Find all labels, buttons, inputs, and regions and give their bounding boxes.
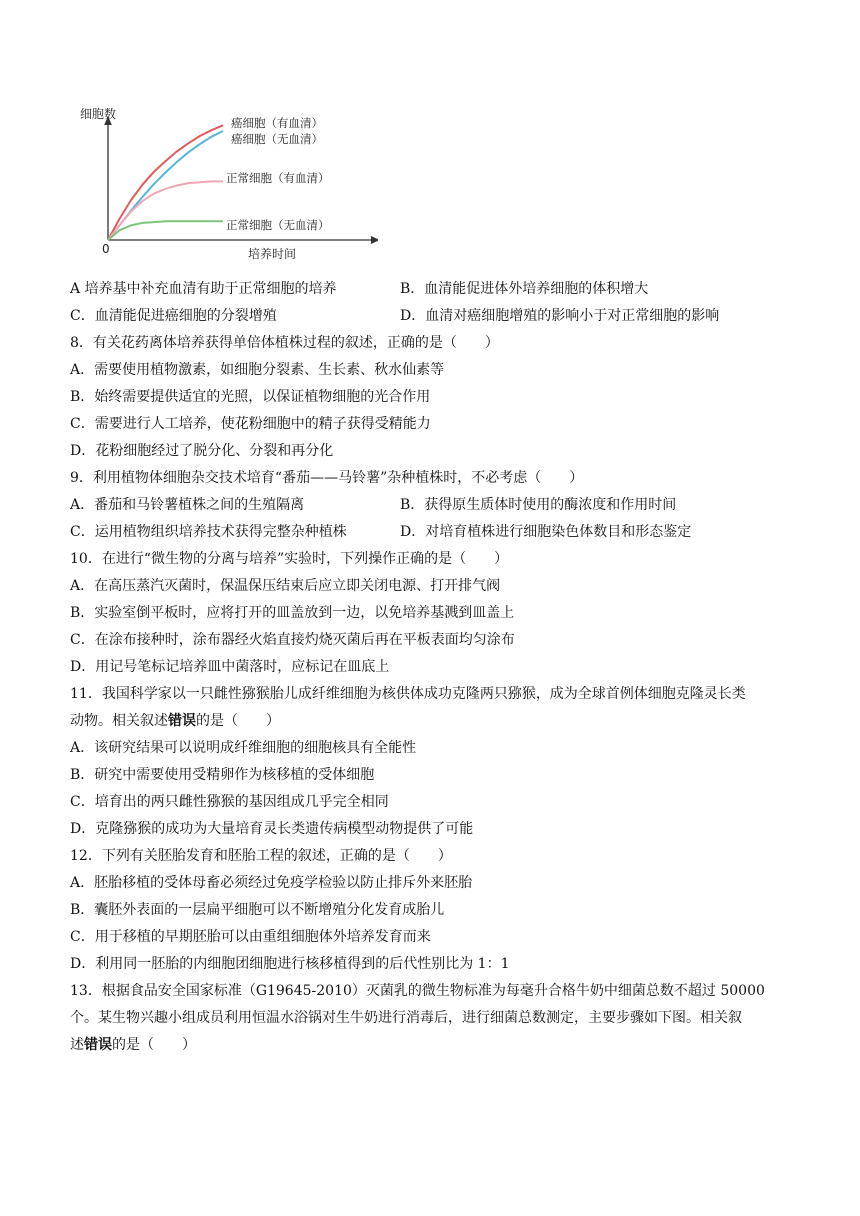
series-line-normal-noserum: [108, 221, 223, 240]
q10-option-c[interactable]: C．在涂布接种时，涂布器经火焰直接灼烧灭菌后再在平板表面均匀涂布: [70, 632, 515, 648]
q9-stem: 9．利用植物体细胞杂交技术培育“番茄——马铃薯”杂种植株时，不必考虑（ ）: [70, 470, 584, 486]
q11-emphasis-wrong: 错误: [168, 713, 196, 729]
q11-option-b[interactable]: B．研究中需要使用受精卵作为核移植的受体细胞: [70, 767, 375, 783]
q9-option-c[interactable]: C．运用植物组织培养技术获得完整杂种植株: [70, 524, 347, 540]
series-label-cancer-serum: 癌细胞（有血清）: [231, 116, 323, 130]
q11-stem-text-c: 的是（ ）: [196, 713, 280, 729]
q10-option-b[interactable]: B．实验室倒平板时，应将打开的皿盖放到一边，以免培养基溅到皿盖上: [70, 605, 515, 621]
q9-option-a[interactable]: A．番茄和马铃薯植株之间的生殖隔离: [70, 497, 305, 513]
q12-option-c[interactable]: C．用于移植的早期胚胎可以由重组细胞体外培养发育而来: [70, 929, 431, 945]
q12-option-d[interactable]: D．利用同一胚胎的内细胞团细胞进行核移植得到的后代性别比为 1：1: [70, 956, 510, 972]
q12-option-a[interactable]: A．胚胎移植的受体母畜必须经过免疫学检验以防止排斥外来胚胎: [70, 875, 473, 891]
q11-stem-text-a: 动物。相关叙述: [70, 713, 168, 729]
cell-growth-chart: [78, 100, 378, 265]
q8-option-c[interactable]: C．需要进行人工培养，使花粉细胞中的精子获得受精能力: [70, 416, 431, 432]
q13-stem-line2: 个。某生物兴趣小组成员利用恒温水浴锅对生牛奶进行消毒后，进行细菌总数测定，主要步骤如下图。相关叙: [70, 1010, 742, 1026]
q11-stem-line2: [70, 708, 800, 735]
q11-option-d[interactable]: D．克隆猕猴的成功为大量培育灵长类遗传病模型动物提供了可能: [70, 821, 474, 837]
q13-stem-line3: [70, 1032, 800, 1059]
q9-option-b[interactable]: B．获得原生质体时使用的酶浓度和作用时间: [400, 497, 677, 513]
q7-option-c[interactable]: C．血清能促进癌细胞的分裂增殖: [70, 308, 277, 324]
q8-option-b[interactable]: B．始终需要提供适宜的光照，以保证植物细胞的光合作用: [70, 389, 431, 405]
q7-option-b[interactable]: B．血清能促进体外培养细胞的体积增大: [400, 281, 649, 297]
q7-options-row1: [70, 276, 800, 303]
q9-option-d[interactable]: D．对培育植株进行细胞染色体数目和形态鉴定: [400, 524, 692, 540]
x-axis-label: 培养时间: [248, 247, 297, 261]
q11-option-c[interactable]: C．培育出的两只雌性猕猴的基因组成几乎完全相同: [70, 794, 389, 810]
y-axis-label: 细胞数: [80, 107, 117, 121]
series-line-cancer-noserum: [108, 131, 223, 240]
q9-options-row2: [70, 519, 800, 546]
origin-label: 0: [102, 242, 110, 256]
q12-option-b[interactable]: B．囊胚外表面的一层扁平细胞可以不断增殖分化发育成胎儿: [70, 902, 445, 918]
q8-stem: 8．有关花药离体培养获得单倍体植株过程的叙述，正确的是（ ）: [70, 335, 499, 351]
q7-option-d[interactable]: D．血清对癌细胞增殖的影响小于对正常细胞的影响: [400, 308, 720, 324]
q13-stem-text-c: 的是（ ）: [112, 1037, 196, 1053]
q7-options-row2: [70, 303, 800, 330]
q10-option-a[interactable]: A．在高压蒸汽灭菌时，保温保压结束后应立即关闭电源、打开排气阀: [70, 578, 501, 594]
series-label-normal-noserum: 正常细胞（无血清）: [226, 218, 330, 232]
q11-option-a[interactable]: A．该研究结果可以说明成纤维细胞的细胞核具有全能性: [70, 740, 417, 756]
q13-stem-line1: 13．根据食品安全国家标准（G19645-2010）灭菌乳的微生物标准为每毫升合格牛奶中细菌总数不超过 50000: [70, 983, 765, 999]
q8-option-a[interactable]: A．需要使用植物激素，如细胞分裂素、生长素、秋水仙素等: [70, 362, 445, 378]
q12-stem: 12．下列有关胚胎发育和胚胎工程的叙述，正确的是（ ）: [70, 848, 452, 864]
q10-option-d[interactable]: D．用记号笔标记培养皿中菌落时，应标记在皿底上: [70, 659, 390, 675]
question-content: [70, 276, 800, 1059]
q9-options-row1: [70, 492, 800, 519]
q10-stem: 10．在进行“微生物的分离与培养”实验时，下列操作正确的是（ ）: [70, 551, 509, 567]
q13-emphasis-wrong: 错误: [84, 1037, 112, 1053]
q13-stem-text-a: 述: [70, 1037, 84, 1053]
q11-stem-line1: 11．我国科学家以一只雌性猕猴胎儿成纤维细胞为核供体成功克隆两只猕猴，成为全球首例体细胞克隆灵长类: [70, 686, 746, 702]
q7-option-a[interactable]: A 培养基中补充血清有助于正常细胞的培养: [70, 281, 337, 297]
q8-option-d[interactable]: D．花粉细胞经过了脱分化、分裂和再分化: [70, 443, 334, 459]
series-label-normal-serum: 正常细胞（有血清）: [226, 171, 330, 185]
series-label-cancer-noserum: 癌细胞（无血清）: [231, 132, 323, 146]
